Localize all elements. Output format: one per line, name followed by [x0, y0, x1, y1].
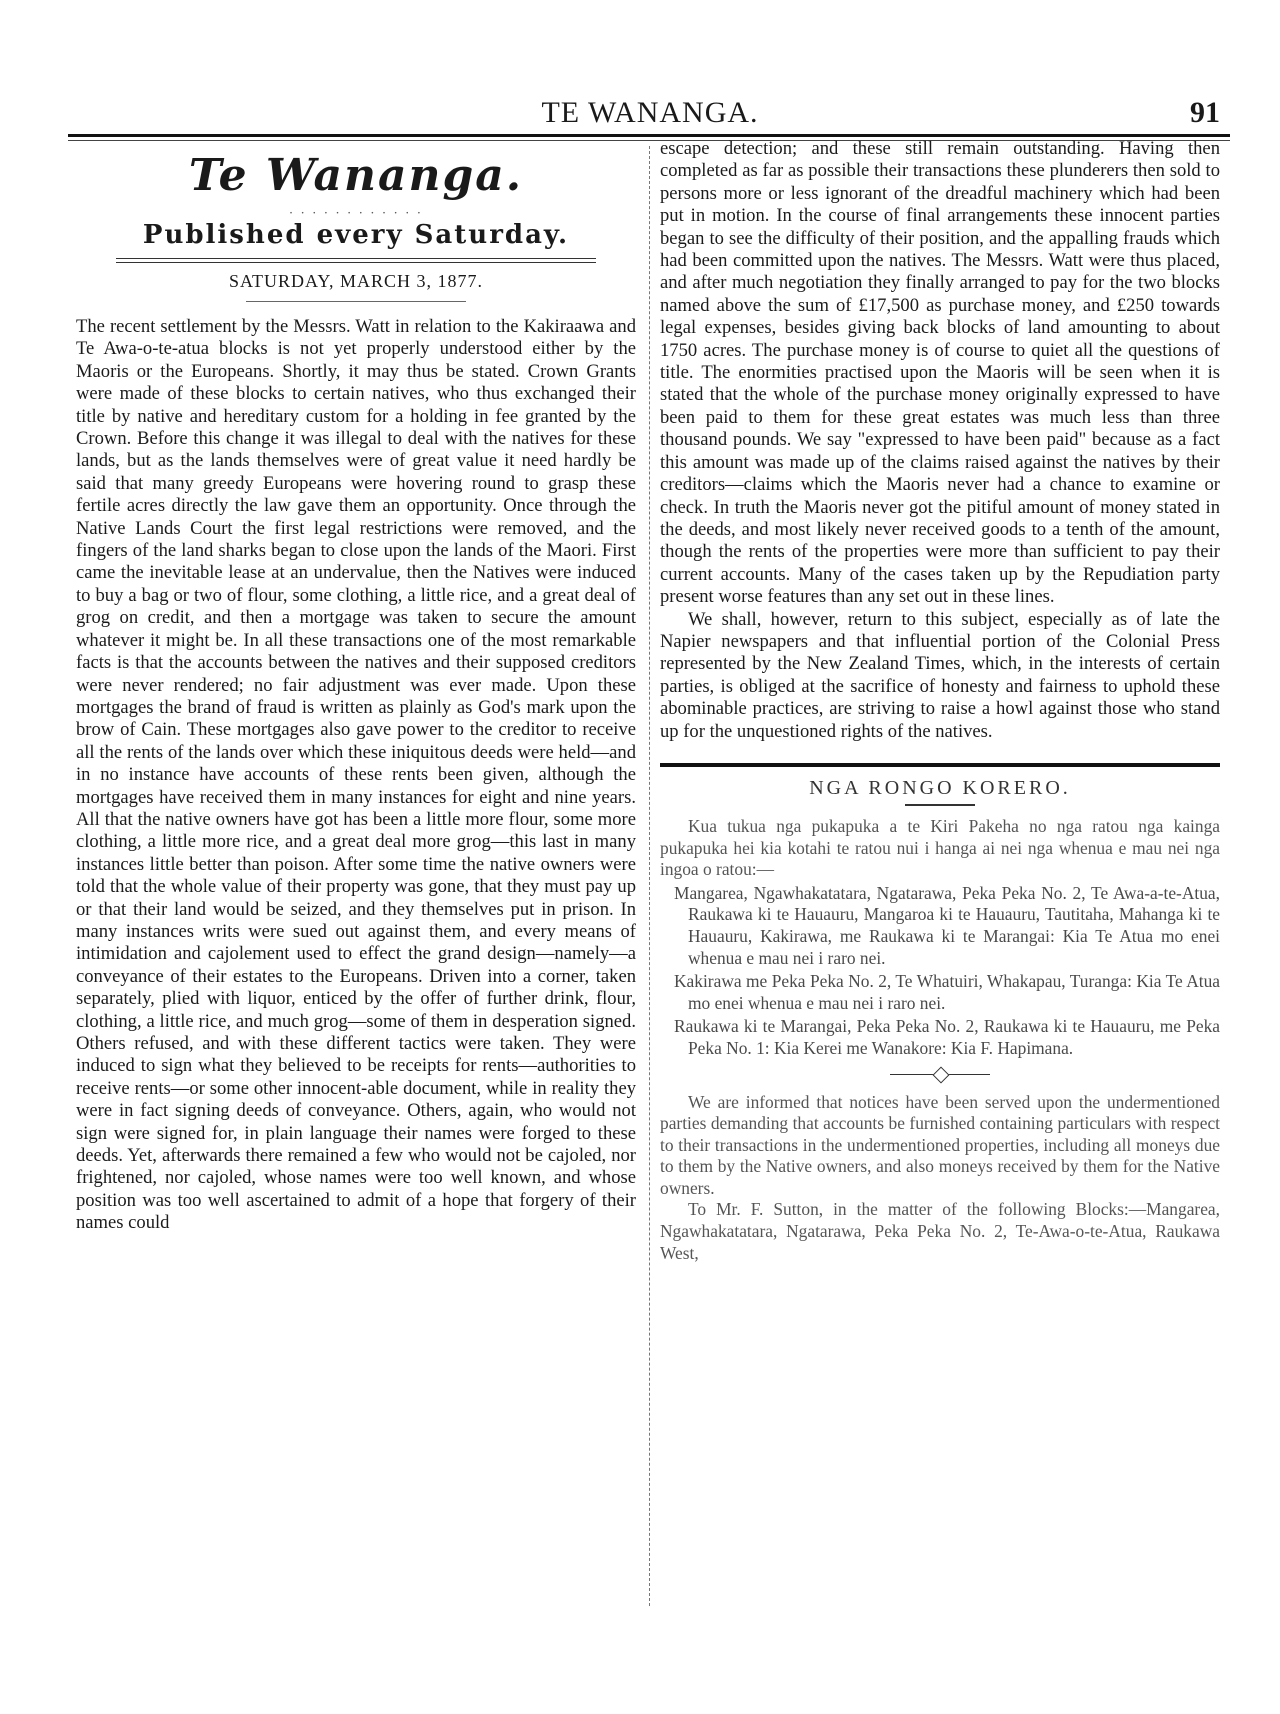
- news-notice: We are informed that notices have been served upon the undermentioned parties demanding that accounts be furnished containing particulars with respect to their transactions in the undermentioned properties, including all moneys due to them by the Native owners, and also moneys received by them for the Native owners.: [660, 1091, 1220, 1198]
- news-entry: Mangarea, Ngawhakatatara, Ngatarawa, Peka Peka No. 2, Te Awa-a-te-Atua, Raukawa ki te Hauauru, Mangaroa ki te Hauauru, Tautitaha, Mahanga ki te Hauauru, Kakirawa, me Raukawa ki te Marangai: Kia Te Atua mo enei whenua e mau nei i raro nei.: [674, 882, 1220, 968]
- editorial-paragraph-1: The recent settlement by the Messrs. Watt in relation to the Kakiraawa and Te Awa-o-te-atua blocks is not yet properly understood either by the Maoris or the Europeans. Shortly, it may thus be stated. Crown Grants were made of these blocks to certain natives, who thus exchanged their title by native and hereditary custom for a holding in fee granted by the Crown. Before this change it was illegal to deal with the natives for these lands, but as the lands themselves were of great value it need hardly be said that many greedy Europeans were hovering round to grasp these fertile acres directly the law gave them an opportunity. Once through the Native Lands Court the first legal restrictions were removed, and the fingers of the land sharks began to close upon the lands of the Maori. First came the inevitable lease at an undervalue, then the Natives were induced to buy a bag or two of flour, some clothing, a little rice, and a great deal of grog on credit, and then a mortgage was taken to secure the amount whatever it might be. In all these transactions one of the most remarkable facts is that the accounts between the natives and their supposed creditors were never rendered; no fair adjustment was ever made. Upon these mortgages the brand of fraud is written as plainly as God's mark upon the brow of Cain. These mortgages also gave power to the creditor to receive all the rents of the lands over which these iniquitous deeds were held—and in no instance have accounts of these rents been given, although the mortgages have received them in many instances for eight and nine years. All that the native owners have got has been a little more flour, some more clothing, a little more rice, and a great deal more grog—this last in many instances little better than poison. After some time the native owners were told that the whole value of their property was gone, that they must pay up or that their land would be seized, and they themselves put in prison. In many instances writs were sued out against them, and every means of intimidation and cajolement used to effect the grand design—namely—a conveyance of their estates to the Europeans. Driven into a corner, taken separately, plied with liquor, enticed by the offer of further drink, flour, clothing, a little rice, and much grog—some of them in desperation signed. Others refused, and with these different tactics were taken. They were induced to sign what they believed to be receipts for rents—authorities to receive rents—or some other innocent-able document, while in reality they were in fact signing deeds of conveyance. Others, again, who would not sign were signed for, in plain language their names were forged to these deeds. Yet, afterwards there remained a few who would not be cajoled, nor frightened, nor cajoled, whose names were too well known, and whose position was too well ascertained to admit of a hope that forgery of their names could: [76, 316, 636, 1234]
- dateline-rule: [246, 301, 466, 302]
- left-column: [76, 148, 636, 1235]
- running-header: [70, 92, 1230, 132]
- header-rule: [68, 134, 1230, 137]
- column-divider: [649, 146, 650, 1606]
- section-rule: [660, 763, 1220, 767]
- editorial-paragraph-2: escape detection; and these still remain outstanding. Having then completed as far as possible their transactions these plunderers then sold to persons more or less ignorant of the dreadful machinery which had been put in motion. In the course of final arrangements these innocent parties began to see the difficulty of their position, and the appalling frauds which had been committed upon the natives. The Messrs. Watt were thus placed, and after much negotiation they finally arranged to pay for the two blocks named above the sum of £17,500 as purchase money, and £250 towards legal expenses, besides giving back blocks of land amounting to about 1750 acres. The purchase money is of course to quiet all the questions of title. The enormities practised upon the Maoris will be seen when it is stated that the whole of the purchase money originally expressed to have been paid to them for these great estates was much less than three thousand pounds. We say "expressed to have been paid" because as a fact this amount was made up of the claims raised against the natives by their creditors—claims which the Maoris never had a chance to examine or check. In truth the Maoris never got the pitiful amount of money stated in the deeds, and most likely never received goods to a tenth of the amount, though the rents of the properties were more than sufficient to pay their current accounts. Many of the cases taken up by the Repudiation party present worse features than any set out in these lines.: [660, 138, 1220, 608]
- news-entry: Kakirawa me Peka Peka No. 2, Te Whatuiri, Whakapau, Turanga: Kia Te Atua mo enei whenua e mau nei i raro nei.: [674, 971, 1220, 1013]
- news-notice-addressee: To Mr. F. Sutton, in the matter of the following Blocks:—Mangarea, Ngawhakatatara, Ngatarawa, Peka Peka No. 2, Te-Awa-o-te-Atua, Raukawa West,: [660, 1199, 1220, 1263]
- editorial-paragraph-3: We shall, however, return to this subject, especially as of late the Napier newspapers and that influential portion of the Colonial Press represented by the New Zealand Times, which, in the interests of certain parties, is obliged at the sacrifice of honesty and fairness to uphold these abominable practices, are striving to raise a howl against those who stand up for the unquestioned rights of the natives.: [660, 608, 1220, 742]
- running-title: TE WANANGA.: [541, 96, 759, 129]
- masthead-ornament: · · · · · · · · · · · ·: [289, 206, 423, 220]
- dateline: SATURDAY, MARCH 3, 1877.: [228, 271, 484, 291]
- right-column: [660, 138, 1220, 1264]
- masthead-subtitle: Published every Saturday.: [142, 220, 570, 250]
- page-number: 91: [1190, 96, 1220, 129]
- heading-rule: [905, 804, 975, 806]
- news-entry: Raukawa ki te Marangai, Peka Peka No. 2, Raukawa ki te Hauauru, me Peka Peka No. 1: Kia Kerei me Wanakore: Kia F. Hapimana.: [674, 1016, 1220, 1058]
- diamond-ornament-icon: [933, 1066, 950, 1083]
- masthead-double-rule: [116, 258, 596, 263]
- masthead-title: Te Wananga.: [188, 150, 524, 201]
- news-intro: Kua tukua nga pukapuka a te Kiri Pakeha no nga ratou nga kainga pukapuka hei kia kotahi te ratou nui i hanga ai nei nga whenua e mau nei nga ingoa o ratou:—: [660, 815, 1220, 880]
- ornament-divider: [660, 1068, 1220, 1080]
- news-heading: NGA RONGO KORERO.: [809, 776, 1071, 799]
